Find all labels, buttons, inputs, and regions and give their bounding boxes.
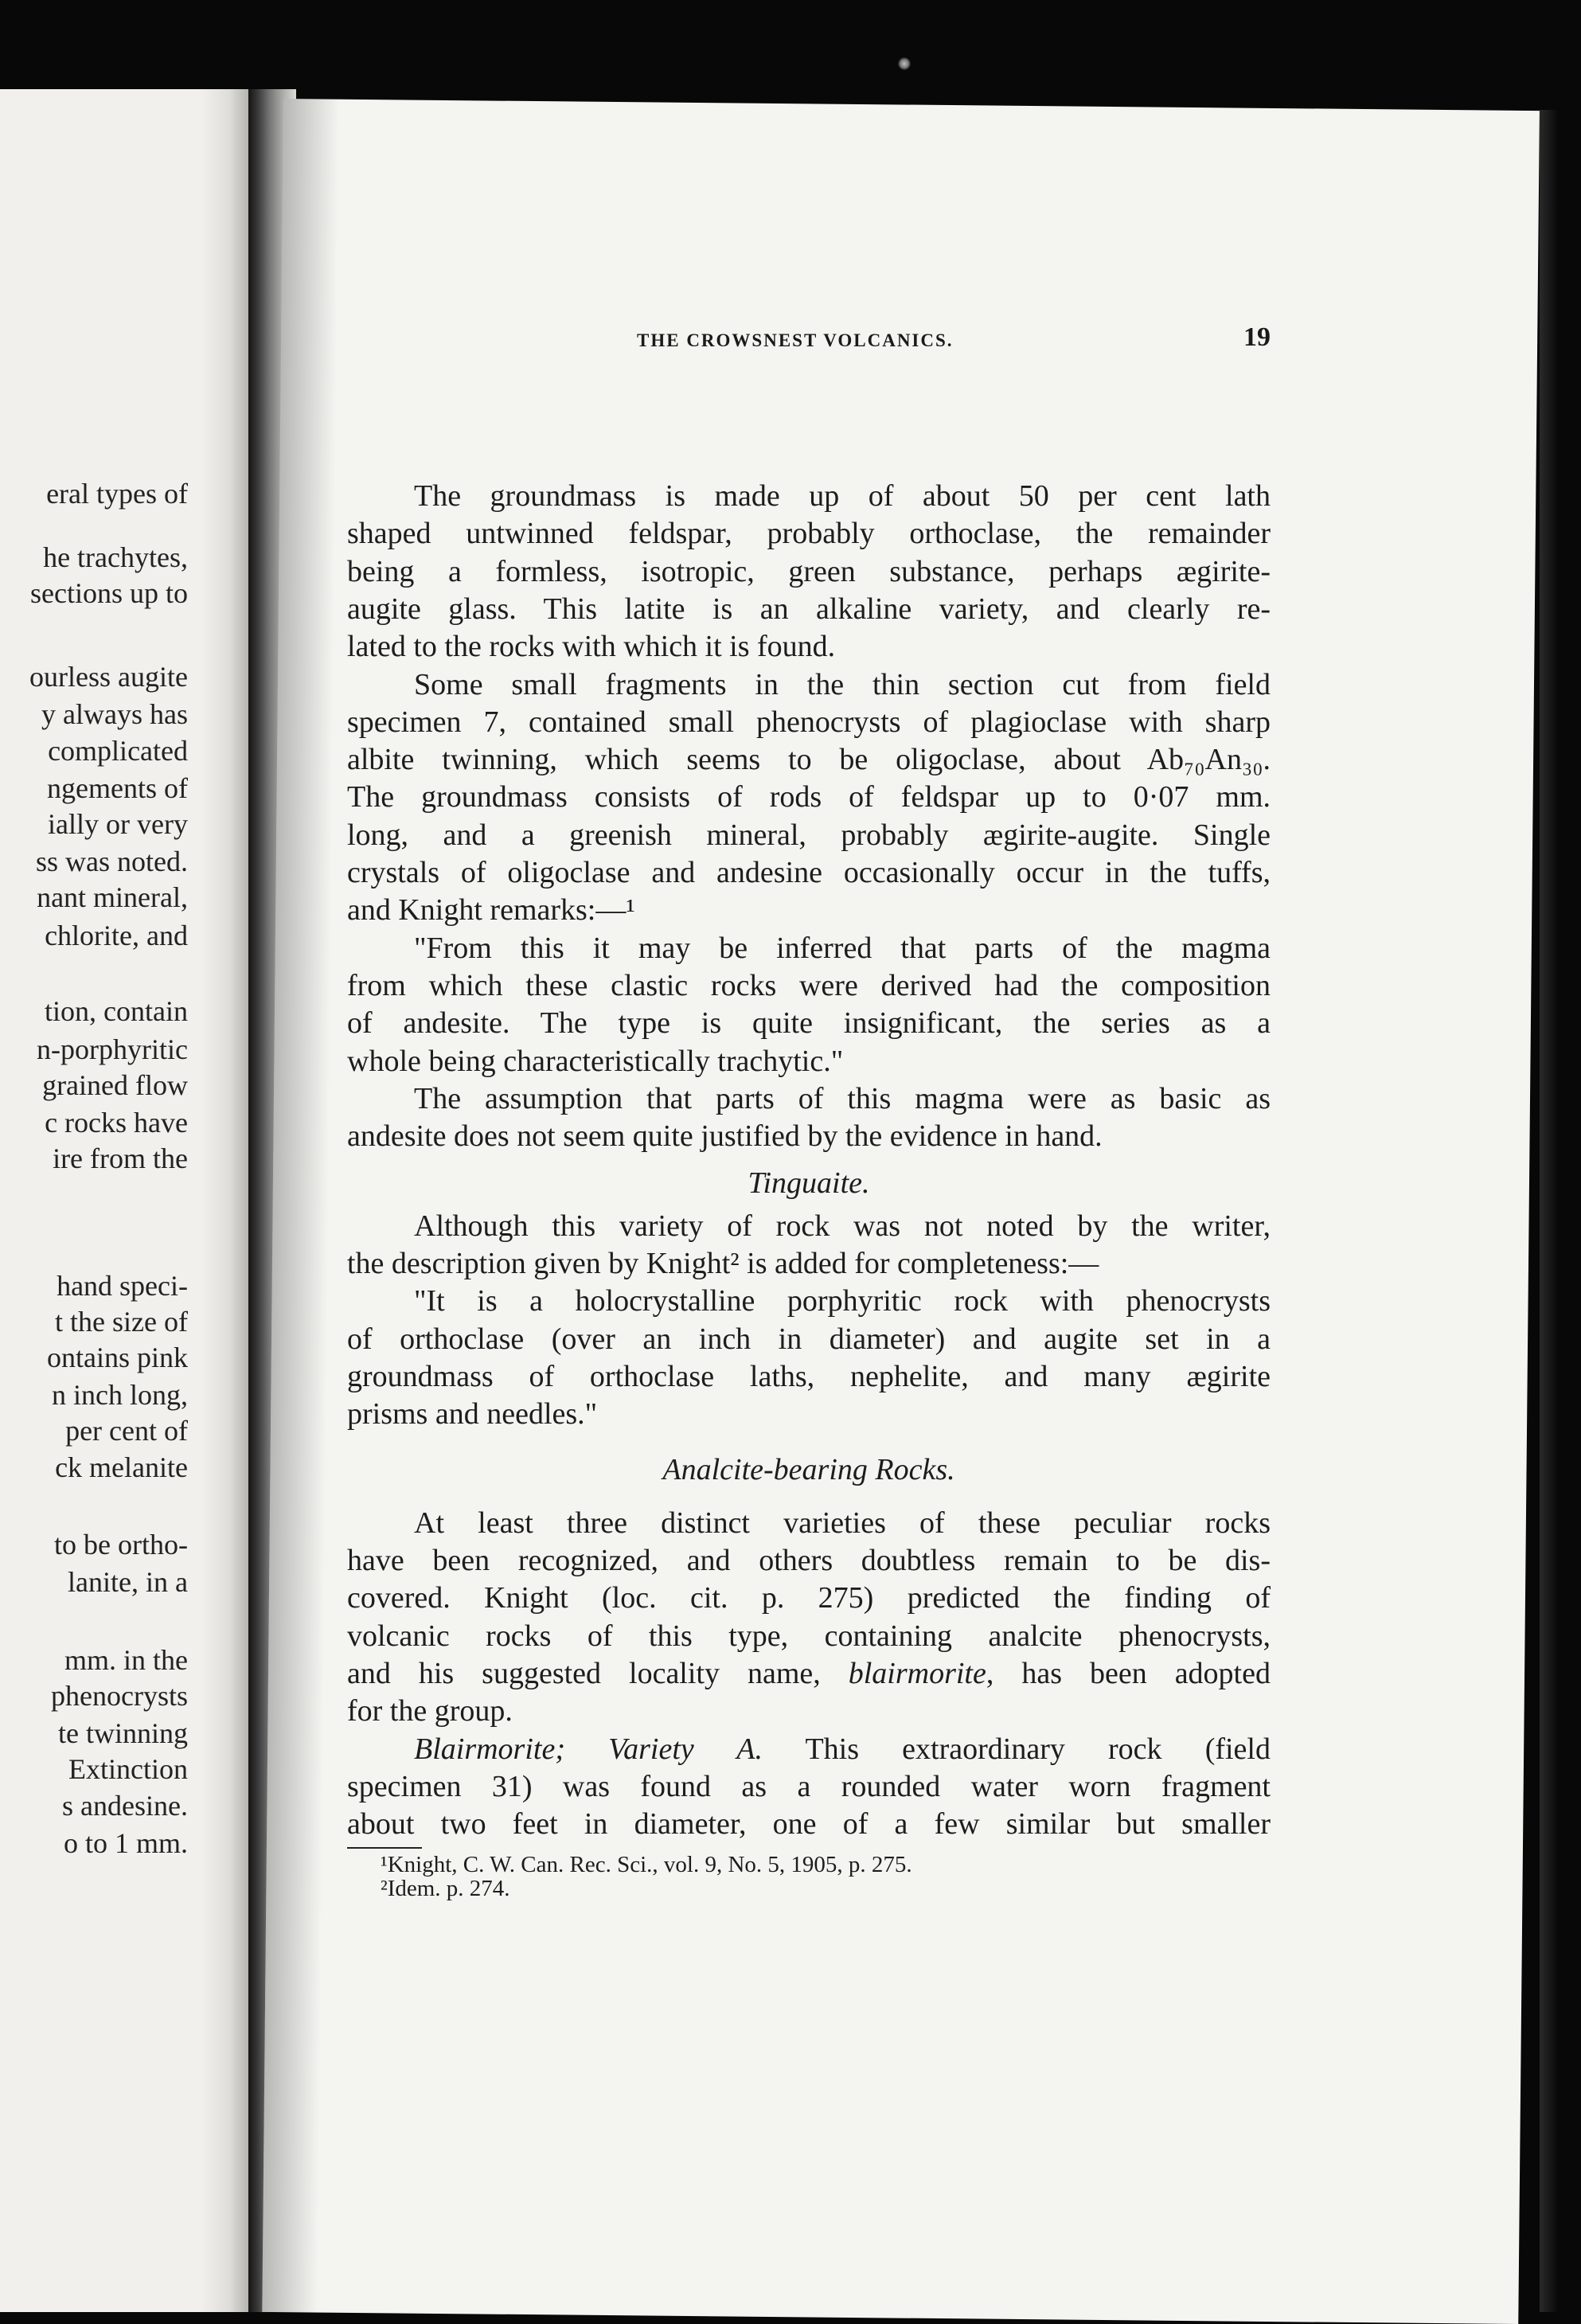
paragraph-line: crystals of oligoclase and andesine occasionally occur in the tuffs, [347,856,1271,889]
quotation-line: from which these clastic rocks were derived had the composition [347,968,1271,1002]
paragraph-line: andesite does not seem quite justified by the evidence in hand. [347,1119,1103,1154]
previous-page-line: ontains pink [47,1342,188,1373]
footnote-rule [347,1847,422,1849]
previous-page-line: ss was noted. [36,846,188,877]
paragraph-line: long, and a greenish mineral, probably ægirite-augite. Single [347,818,1271,852]
previous-page-line: y always has [41,698,188,730]
variety-description-start: This extraordinary rock (field [805,1732,1271,1766]
blairmorite-term: blairmorite [848,1657,986,1690]
paragraph-line: lated to the rocks with which it is found. [347,630,836,664]
paragraph-line: the description given by Knight² is added for completeness:— [347,1247,1099,1280]
previous-page-line: s andesine. [62,1790,188,1822]
previous-page-line: sections up to [30,577,188,609]
paragraph-line: and Knight remarks:—¹ [347,893,635,928]
previous-page-line: ially or very [48,808,188,840]
running-head: THE CROWSNEST VOLCANICS. [637,330,954,350]
previous-page-line: n-porphyritic [37,1033,188,1065]
previous-page-line: complicated [48,735,188,767]
previous-page-line: eral types of [46,478,188,510]
previous-page-line: mm. in the [64,1644,188,1676]
previous-page-line: per cent of [65,1415,188,1447]
paragraph-line: for the group. [347,1694,513,1728]
previous-page-line: ngements of [47,772,188,804]
paragraph-line: specimen 7, contained small phenocrysts of plagioclase with sharp [347,705,1271,739]
paragraph-line: covered. Knight (loc. cit. p. 275) predicted the finding of [347,1581,1271,1615]
paragraph-line: At least three distinct varieties of these peculiar rocks [414,1506,1271,1540]
left-gutter-shadow [201,89,248,2312]
paragraph-line: The groundmass is made up of about 50 per cent lath [414,479,1271,513]
footnote: ¹Knight, C. W. Can. Rec. Sci., vol. 9, No. 5, 1905, p. 275. [381,1851,912,1877]
previous-page-line: tion, contain [45,995,188,1027]
quotation-line: whole being characteristically trachytic." [347,1044,844,1078]
paragraph-line: volcanic rocks of this type, containing analcite phenocrysts, [347,1619,1271,1653]
variety-lead: Blairmorite; Variety A. [414,1732,763,1766]
previous-page-line: lanite, in a [68,1566,188,1598]
paragraph-line [347,1731,1271,1767]
quotation-line: groundmass of orthoclase laths, nephelite, and many ægirite [347,1359,1271,1393]
previous-page-line: c rocks have [45,1107,188,1139]
footnote: ²Idem. p. 274. [381,1875,510,1901]
previous-page-line: ourless augite [29,661,188,693]
previous-page-line: chlorite, and [45,920,188,951]
section-heading-analcite: Analcite-bearing Rocks. [662,1452,955,1486]
section-heading-tinguaite: Tinguaite. [748,1166,870,1201]
previous-page-line: o to 1 mm. [63,1827,188,1859]
previous-page-line: to be ortho- [54,1529,188,1560]
paragraph-line: The assumption that parts of this magma were as basic as [414,1081,1271,1115]
paragraph-line: augite glass. This latite is an alkaline variety, and clearly re- [347,592,1271,626]
paragraph-line: and his suggested locality name, blairmorite, has been adopted [347,1657,1271,1690]
previous-page-line: t the size of [55,1306,188,1338]
quotation-line: of andesite. The type is quite insignificant, the series as a [347,1006,1271,1041]
previous-page-edge [0,89,248,2312]
paragraph-line: Although this variety of rock was not noted by the writer, [414,1209,1271,1243]
previous-page-line: he trachytes, [43,541,188,573]
paragraph-line: The groundmass consists of rods of feldspar up to 0·07 mm. [347,780,1271,814]
page-right-edge [1540,110,1557,2312]
previous-page-line: te twinning [58,1717,188,1749]
previous-page-line: ire from the [53,1142,188,1174]
previous-page-line: n inch long, [52,1379,188,1411]
previous-page-line: nant mineral, [37,881,188,913]
previous-page-line: phenocrysts [51,1680,188,1712]
page-number: 19 [1243,322,1271,352]
paragraph-line: have been recognized, and others doubtless remain to be dis- [347,1544,1271,1578]
previous-page-line: grained flow [42,1069,188,1101]
paragraph-line: shaped untwinned feldspar, probably orthoclase, the remainder [347,517,1271,551]
scan-speck [898,57,911,70]
paragraph-line: albite twinning, which seems to be oligoclase, about Ab₇₀An₃₀. [347,743,1271,777]
previous-page-line: hand speci- [57,1270,188,1302]
quotation-line: prisms and needles." [347,1397,598,1432]
previous-page-line: ck melanite [55,1451,188,1483]
quotation-line: "It is a holocrystalline porphyritic rock with phenocrysts [414,1284,1271,1318]
previous-page-line: Extinction [68,1753,188,1785]
paragraph-line: being a formless, isotropic, green substance, perhaps ægirite- [347,554,1271,588]
quotation-line: "From this it may be inferred that parts of the magma [414,931,1271,965]
quotation-line: of orthoclase (over an inch in diameter) and augite set in a [347,1322,1271,1356]
paragraph-line: specimen 31) was found as a rounded water worn fragment [347,1769,1271,1803]
paragraph-line: Some small fragments in the thin section cut from field [414,667,1271,701]
paragraph-line: about two feet in diameter, one of a few similar but smaller [347,1807,1271,1842]
page-header [347,322,1271,362]
